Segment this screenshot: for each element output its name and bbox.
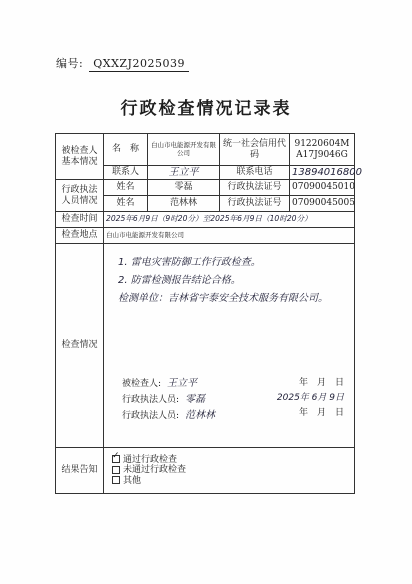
enforcer-signature-label-1: 行政执法人员: (122, 395, 180, 405)
result-option-other-text: 其他 (123, 475, 142, 486)
enforcer-cert-2: 07090045005 (290, 196, 355, 212)
page-title: 行政检查情况记录表 (120, 99, 292, 119)
enforcer-name-2: 范林林 (148, 196, 220, 212)
enforcer-cert-label-1: 行政执法证号 (220, 180, 290, 196)
result-option-pass-text: 通过行政检查 (123, 454, 178, 465)
inspection-location-value: 白山市电能源开发有限公司 (104, 228, 355, 244)
credit-code-label: 统一社会信用代码 (220, 134, 290, 166)
inspection-note-2: 2. 防雷检测报告结论合格。 (118, 275, 241, 286)
inspection-time-value: 2025年6月9日（9时20分）至2025年6月9日（10时20分） (104, 212, 355, 228)
result-options (104, 448, 355, 494)
serial-label: 编号: (56, 57, 84, 70)
contact-value: 王立平 (148, 166, 220, 180)
inspection-time-label: 检查时间 (56, 212, 104, 228)
result-label: 结果告知 (56, 448, 104, 494)
signature-block (122, 376, 215, 424)
signature-dates (277, 376, 344, 421)
enforcer-signature-label-2: 行政执法人员: (122, 411, 180, 421)
phone-label: 联系电话 (220, 166, 290, 180)
company-name-value: 白山市电能源开发有限公司 (148, 134, 220, 166)
enforcer-name-label-1: 姓名 (104, 180, 148, 196)
inspection-note-3: 检测单位：吉林省宇泰安全技术服务有限公司。 (118, 293, 328, 304)
signature-date-3: 年 月 日 (298, 408, 344, 418)
phone-value: 13894016800 (290, 166, 355, 180)
inspected-signature-label: 被检查人: (122, 379, 162, 389)
inspection-record-table (55, 133, 362, 494)
inspected-signature: 王立平 (167, 378, 198, 389)
signature-date-1: 年 月 日 (298, 378, 344, 388)
enforcer-signature-2: 范林林 (185, 410, 216, 421)
result-option-fail-text: 未通过行政检查 (123, 465, 187, 476)
credit-code-value: 91220604MA17J9046G (290, 134, 355, 166)
enforcer-signature-1: 零磊 (185, 394, 206, 405)
result-option-fail (112, 465, 346, 475)
inspection-detail-label: 检查情况 (56, 244, 104, 448)
enforcer-name-label-2: 姓名 (104, 196, 148, 212)
enforcer-cert-label-2: 行政执法证号 (220, 196, 290, 212)
inspection-detail-cell (104, 244, 355, 448)
inspection-note-1: 1. 雷电灾害防御工作行政检查。 (118, 257, 261, 268)
result-option-pass (112, 455, 346, 465)
checkbox-icon (112, 466, 120, 474)
serial-number (56, 55, 189, 72)
enforcer-section-label: 行政执法人员情况 (56, 180, 104, 212)
serial-value: QXXZJ2025039 (89, 57, 189, 72)
enforcer-cert-1: 07090045010 (290, 180, 355, 196)
signature-date-2: 2025年 6月 9日 (276, 393, 344, 403)
checkbox-icon (112, 476, 120, 484)
inspection-notes (118, 254, 328, 308)
inspection-location-label: 检查地点 (56, 228, 104, 244)
contact-label: 联系人 (104, 166, 148, 180)
enforcer-name-1: 零磊 (148, 180, 220, 196)
company-name-label: 名 称 (104, 134, 148, 166)
result-option-other (112, 476, 346, 486)
checkbox-checked-icon (112, 455, 120, 463)
inspected-section-label: 被检查人基本情况 (56, 134, 104, 180)
